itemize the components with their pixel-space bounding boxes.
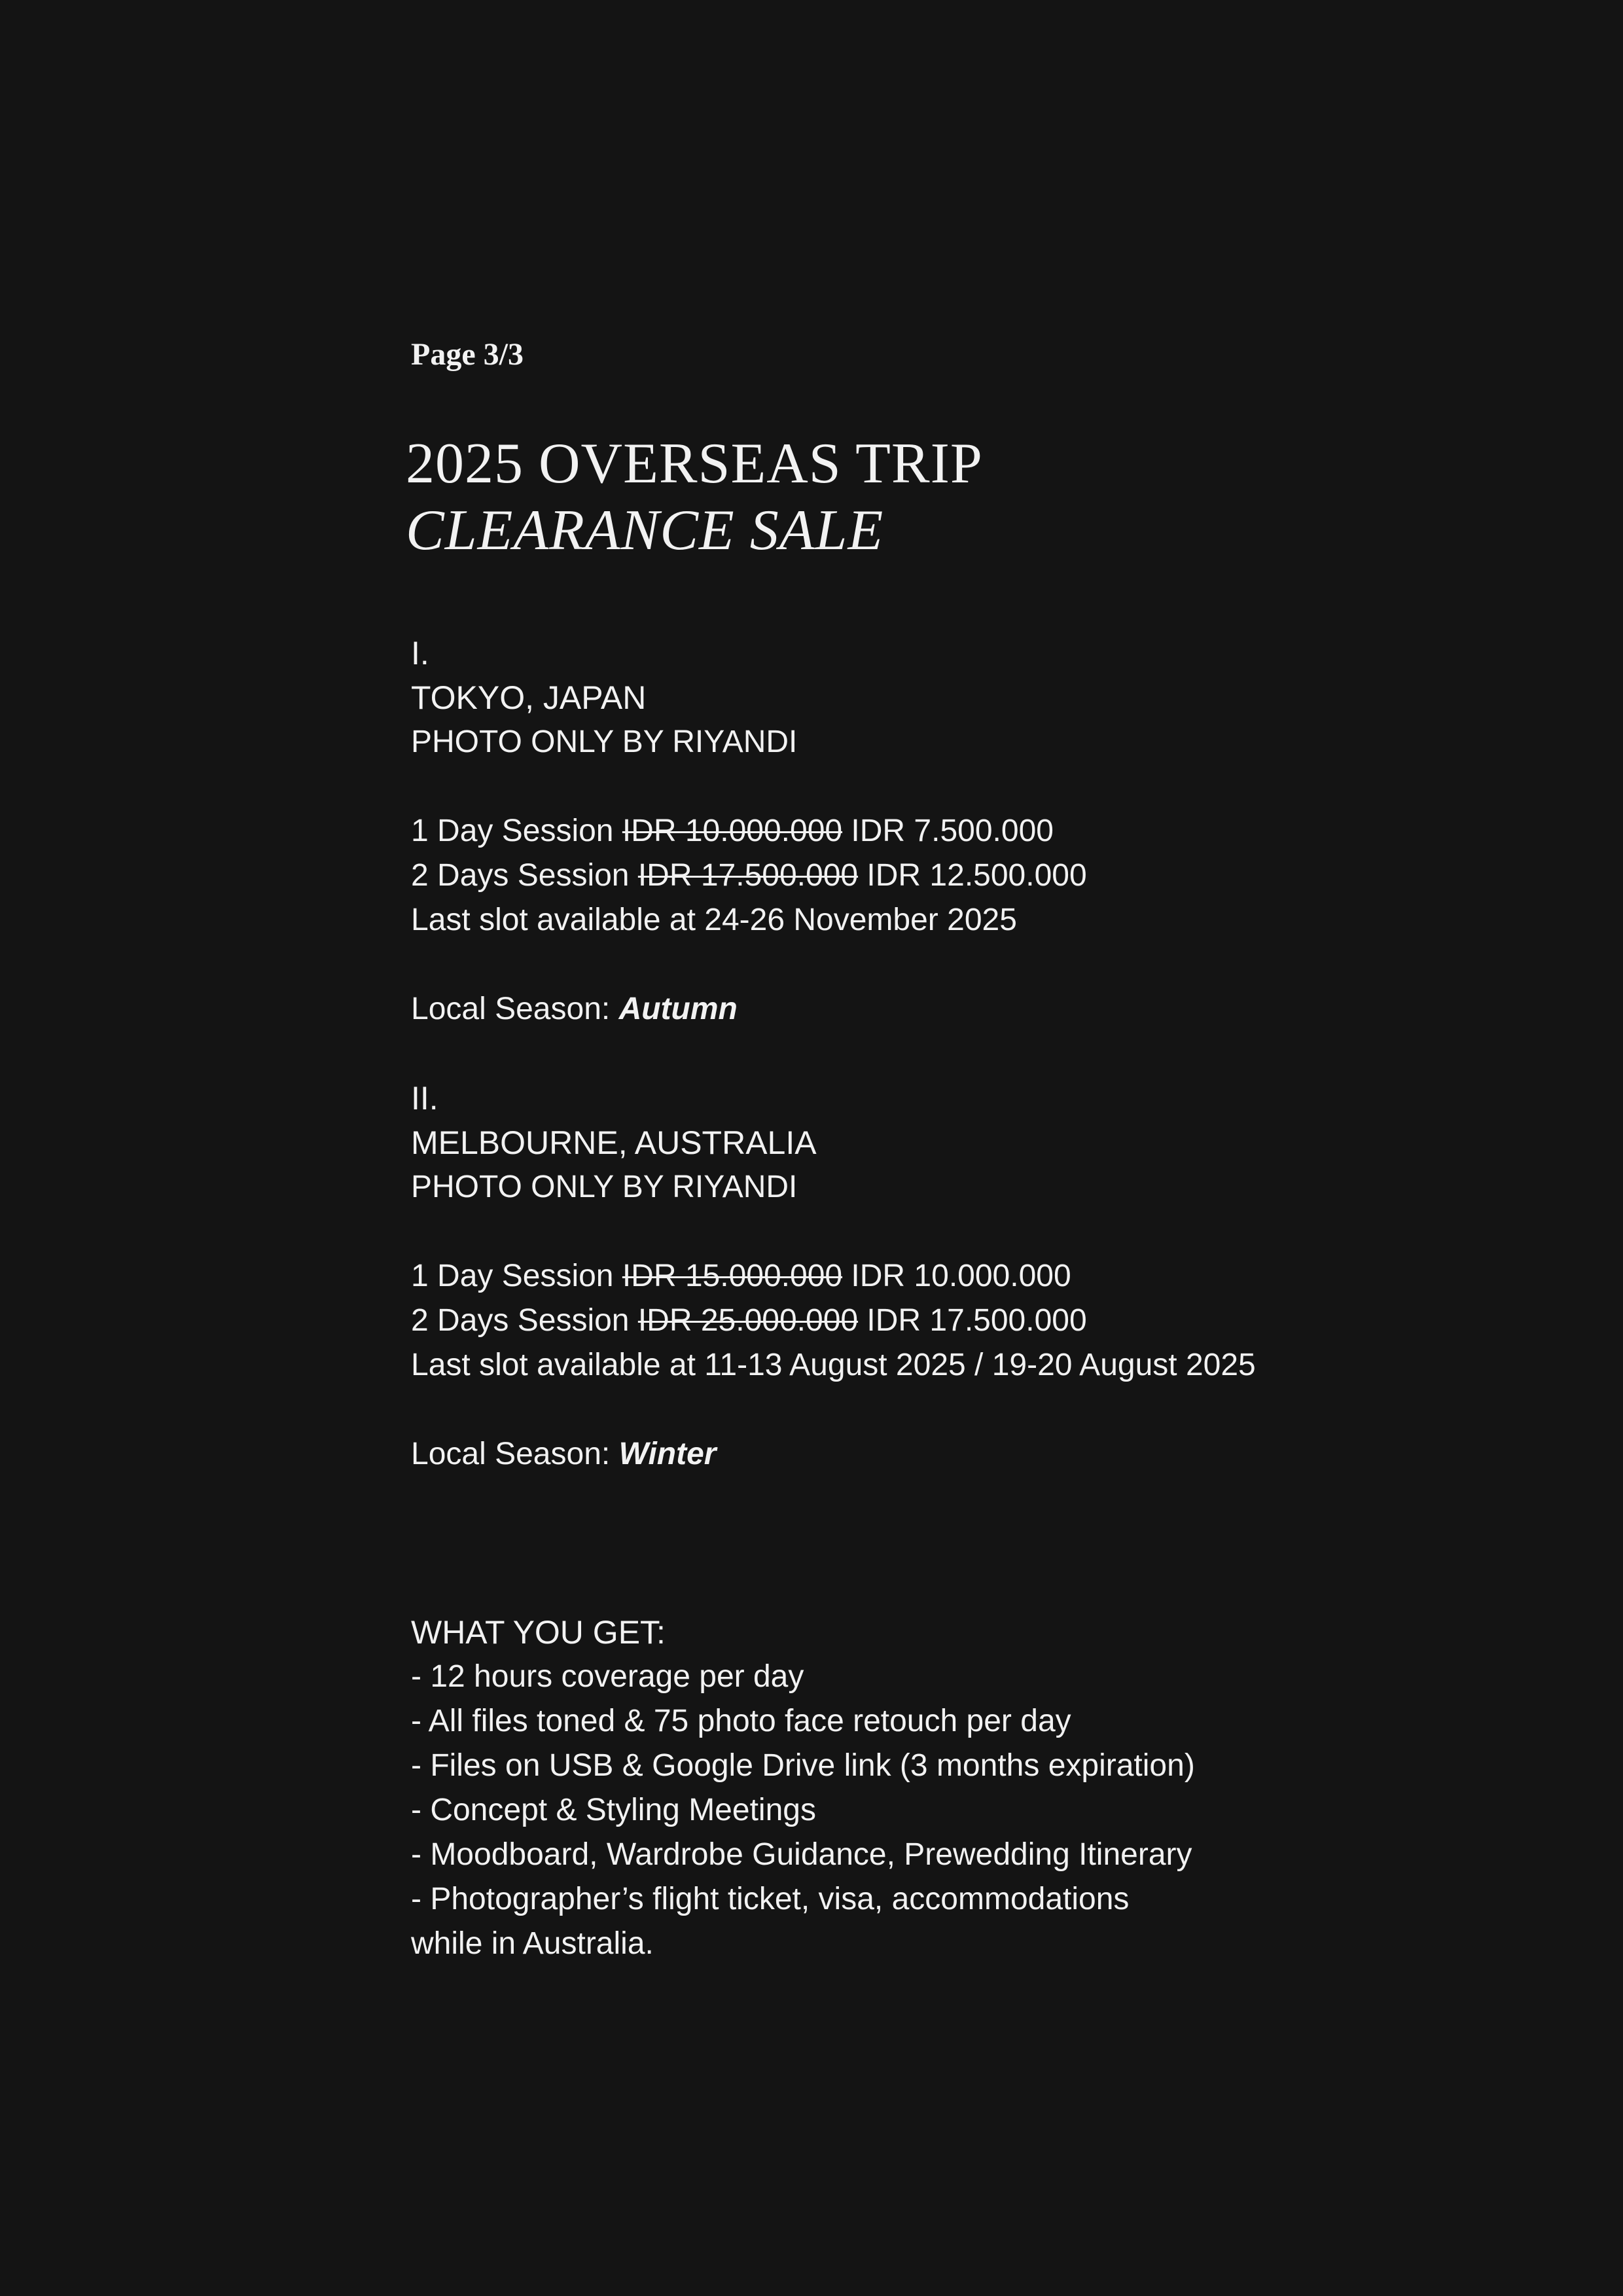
benefit-item: while in Australia. — [411, 1926, 654, 1961]
season-label: Local Season: — [411, 992, 611, 1026]
destination-section-melbourne — [411, 1076, 1458, 1477]
slot-availability: Last slot available at 11-13 August 2025 / 19-20 August 2025 — [411, 1348, 1256, 1382]
section-subtitle: PHOTO ONLY BY RIYANDI — [411, 725, 798, 759]
destination-section-tokyo — [411, 631, 1458, 1031]
local-season — [411, 1432, 1458, 1477]
price-label: 1 Day Session — [411, 1259, 614, 1293]
section-city: TOKYO, JAPAN — [411, 679, 647, 716]
price-new: IDR 7.500.000 — [851, 814, 1054, 848]
season-value: Autumn — [618, 992, 738, 1026]
page-number: Page 3/3 — [411, 337, 524, 372]
price-label: 1 Day Session — [411, 814, 614, 848]
benefit-item: - All files toned & 75 photo face retouch per day — [411, 1704, 1071, 1738]
price-old: IDR 17.500.000 — [637, 858, 859, 893]
price-new: IDR 12.500.000 — [866, 858, 1087, 893]
section-subtitle: PHOTO ONLY BY RIYANDI — [411, 1170, 798, 1204]
local-season — [411, 987, 1458, 1031]
content — [406, 335, 1458, 1966]
benefit-item: - 12 hours coverage per day — [411, 1659, 804, 1694]
season-label: Local Season: — [411, 1437, 611, 1471]
price-row-1-day — [411, 809, 1458, 853]
slot-availability: Last slot available at 24-26 November 2025 — [411, 903, 1017, 937]
section-number: II. — [411, 1080, 438, 1117]
price-row-1-day — [411, 1254, 1458, 1299]
season-value: Winter — [618, 1437, 717, 1471]
price-label: 2 Days Session — [411, 1303, 630, 1338]
benefit-item: - Files on USB & Google Drive link (3 months expiration) — [411, 1748, 1195, 1783]
price-old: IDR 15.000.000 — [622, 1259, 843, 1293]
benefit-item: - Moodboard, Wardrobe Guidance, Prewedding Itinerary — [411, 1837, 1192, 1872]
what-you-get-heading: WHAT YOU GET: — [411, 1614, 666, 1651]
price-row-2-days — [411, 1299, 1458, 1343]
price-label: 2 Days Session — [411, 858, 630, 893]
price-new: IDR 10.000.000 — [851, 1259, 1071, 1293]
title-line-2: CLEARANCE SALE — [406, 499, 884, 562]
benefit-item: - Photographer’s flight ticket, visa, accommodations — [411, 1882, 1130, 1916]
what-you-get-section — [411, 1610, 1458, 1966]
price-old: IDR 10.000.000 — [622, 814, 843, 848]
page-title — [406, 431, 1458, 564]
price-old: IDR 25.000.000 — [637, 1303, 859, 1338]
benefit-item: - Concept & Styling Meetings — [411, 1793, 816, 1827]
price-new: IDR 17.500.000 — [866, 1303, 1087, 1338]
section-city: MELBOURNE, AUSTRALIA — [411, 1124, 817, 1161]
title-line-1: 2025 OVERSEAS TRIP — [406, 432, 983, 495]
price-row-2-days — [411, 853, 1458, 898]
section-number: I. — [411, 635, 429, 672]
